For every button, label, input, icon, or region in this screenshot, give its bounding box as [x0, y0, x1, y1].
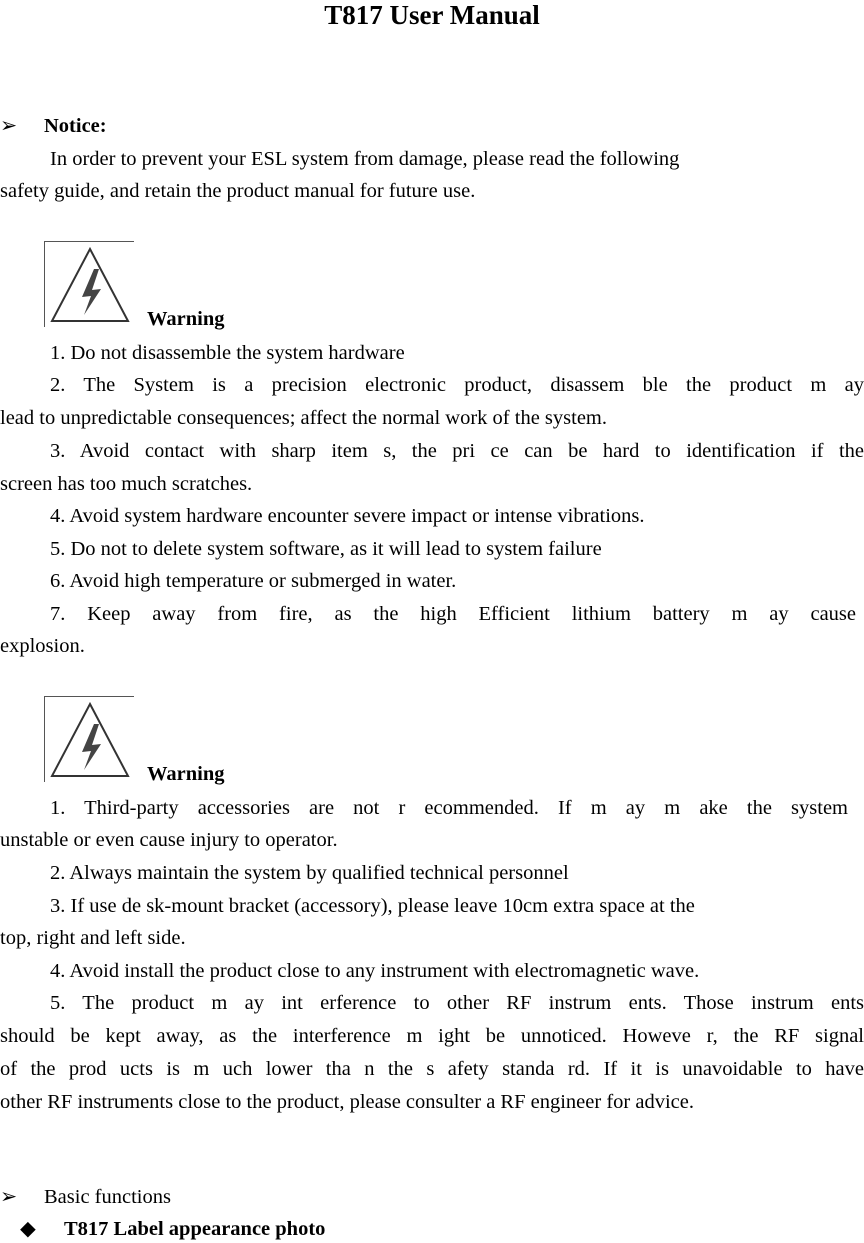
- warning2-item-5-line4: other RF instruments close to the product, please consulter a RF engineer for advice.: [0, 1091, 694, 1113]
- warning2-item-2: 2. Always maintain the system by qualified technical personnel: [50, 862, 569, 884]
- warning1-item-6: 6. Avoid high temperature or submerged in water.: [50, 570, 457, 592]
- high-voltage-warning-icon: [44, 241, 134, 327]
- basic-functions-bullet: ➢: [0, 1186, 18, 1208]
- warning2-item-5-line1: 5. The product m ay int erference to other RF instrum ents. Those instrum ents: [50, 992, 864, 1014]
- notice-heading: Notice:: [44, 115, 107, 137]
- basic-functions-heading: Basic functions: [44, 1186, 171, 1208]
- warning2-item-1-line2: unstable or even cause injury to operator.: [0, 829, 338, 851]
- high-voltage-warning-icon: [44, 696, 134, 782]
- warning2-item-5-line2: should be kept away, as the interference m ight be unnoticed. Howeve r, the RF signal: [0, 1025, 864, 1047]
- warning2-item-5-line3: of the prod ucts is m uch lower tha n the s afety standa rd. If it is unavoidable to have: [0, 1058, 864, 1080]
- warning1-item-3-line1: 3. Avoid contact with sharp item s, the pri ce can be hard to identification if the: [50, 440, 864, 462]
- warning1-heading: Warning: [147, 308, 225, 330]
- warning1-item-7-line2: explosion.: [0, 635, 85, 657]
- label-appearance-heading: T817 Label appearance photo: [64, 1218, 326, 1240]
- notice-text-line2: safety guide, and retain the product manual for future use.: [0, 180, 476, 202]
- warning1-item-5: 5. Do not to delete system software, as it will lead to system failure: [50, 538, 602, 560]
- notice-bullet: ➢: [0, 115, 18, 137]
- warning1-item-4: 4. Avoid system hardware encounter severe impact or intense vibrations.: [50, 505, 645, 527]
- warning1-item-2-line2: lead to unpredictable consequences; affect the normal work of the system.: [0, 407, 608, 429]
- notice-text-line1: In order to prevent your ESL system from damage, please read the following: [50, 148, 680, 170]
- warning2-heading: Warning: [147, 763, 225, 785]
- warning1-item-7-line1: 7. Keep away from fire, as the high Efficient lithium battery m ay cause: [50, 603, 856, 625]
- warning2-item-3-line2: top, right and left side.: [0, 927, 186, 949]
- warning1-item-3-line2: screen has too much scratches.: [0, 473, 253, 495]
- warning2-item-3-line1: 3. If use de sk-mount bracket (accessory), please leave 10cm extra space at the: [50, 895, 695, 917]
- page-title: T817 User Manual: [324, 0, 540, 30]
- warning1-item-2-line1: 2. The System is a precision electronic product, disassem ble the product m ay: [50, 374, 864, 396]
- diamond-bullet-icon: ◆: [20, 1218, 36, 1240]
- warning2-item-1-line1: 1. Third-party accessories are not r ecommended. If m ay m ake the system: [50, 797, 848, 819]
- warning2-item-4: 4. Avoid install the product close to any instrument with electromagnetic wave.: [50, 960, 700, 982]
- warning1-item-1: 1. Do not disassemble the system hardware: [50, 342, 405, 364]
